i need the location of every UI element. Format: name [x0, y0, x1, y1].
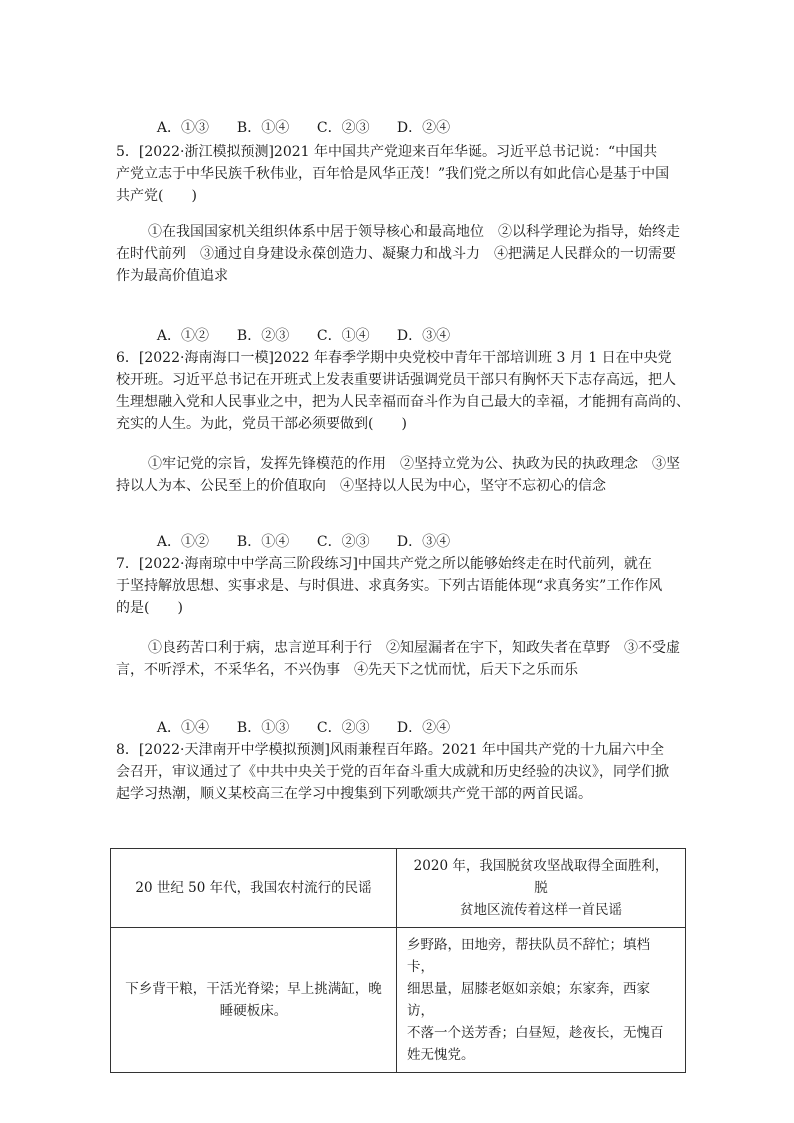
q5-option-b: B．②③: [236, 328, 290, 344]
q5-stem-line-2: 产党立志于中华民族千秋伟业，百年恰是风华正茂！”我们党之所以有如此信心是基于中国: [116, 166, 670, 182]
table-cell-2020-song: [397, 928, 686, 1073]
q6-option-c: C．②③: [316, 534, 370, 550]
q5-option-d: D．③④: [396, 328, 451, 344]
q6-stem-line-1: 6．[2022·海南海口一模]2022 年春季学期中央党校中青年干部培训班 3 月 1 日在中央党: [116, 350, 672, 366]
song-1950s-line-2: 睡硬板床。: [219, 1003, 288, 1019]
q4-option-c: C．②③: [316, 120, 370, 136]
q6-stem-line-3: 生理想融入党和人民事业之中，把为人民幸福而奋斗作为自己最大的幸福，才能拥有高尚的、: [116, 394, 690, 410]
q6-stem-line-4: 充实的人生。为此，党员干部必须要做到( ): [116, 416, 407, 432]
q4-option-a: A．①③: [156, 120, 210, 136]
table-header-left: 20 世纪 50 年代，我国农村流行的民谣: [111, 849, 397, 928]
q6-option-d: D．③④: [396, 534, 451, 550]
song-2020-line-3: 不落一个送芳香；白昼短，趁夜长，无愧百: [407, 1025, 664, 1041]
q5-statement-line-1: ①在我国国家机关组织体系中居于领导核心和最高地位 ②以科学理论为指导，始终走: [148, 224, 680, 240]
song-1950s-line-1: 下乡背干粮，干活光脊梁；早上挑满缸，晚: [125, 981, 382, 997]
q6-options: [148, 512, 477, 552]
q7-stem-line-3: 的是( ): [116, 600, 183, 616]
q7-option-d: D．②④: [396, 720, 451, 736]
q7-stem-line-2: 于坚持解放思想、实事求是、与时俱进、求真务实。下列古语能体现“求真务实”工作作风: [116, 578, 663, 594]
q5-stem-line-3: 共产党( ): [116, 188, 197, 204]
q6-stem-line-2: 校开班。习近平总书记在开班式上发表重要讲话强调党员干部只有胸怀天下志存高远，把人: [116, 372, 676, 388]
q7-statement-line-1: ①良药苦口利于病，忠言逆耳利于行 ②知屋漏者在宇下，知政失者在草野 ③不受虚: [148, 640, 680, 656]
q5-option-a: A．①②: [156, 328, 210, 344]
table-header-right-line-2: 贫地区流传着这样一首民谣: [460, 902, 622, 918]
q5-statement-line-2: 在时代前列 ③通过自身建设永葆创造力、凝聚力和战斗力 ④把满足人民群众的一切需要: [116, 246, 676, 262]
q5-stem-line-1: 5．[2022·浙江模拟预测]2021 年中国共产党迎来百年华诞。习近平总书记说：“中国共: [116, 144, 658, 160]
q7-option-a: A．①④: [156, 720, 210, 736]
q7-stem-line-1: 7．[2022·海南琼中中学高三阶段练习]中国共产党之所以能够始终走在时代前列，就在: [116, 556, 652, 572]
q5-option-c: C．①④: [316, 328, 370, 344]
q8-stem-line-1: 8．[2022·天津南开中学模拟预测]风雨兼程百年路。2021 年中国共产党的十九届六中全: [116, 742, 664, 758]
q4-option-b: B．①④: [236, 120, 290, 136]
q7-option-b: B．①③: [236, 720, 290, 736]
table-header-right-line-1: 2020 年，我国脱贫攻坚战取得全面胜利，脱: [413, 858, 669, 896]
song-2020-line-2: 细思量，屈膝老妪如亲娘；东家奔，西家访，: [407, 981, 650, 1019]
q7-option-c: C．②③: [316, 720, 370, 736]
q4-options: [148, 98, 477, 138]
table-cell-1950s-song: [111, 928, 397, 1073]
q7-statement-line-2: 言，不听浮术，不采华名，不兴伪事 ④先天下之忧而忧，后天下之乐而乐: [116, 662, 578, 678]
q8-stem-line-3: 起学习热潮，顺义某校高三在学习中搜集到下列歌颂共产党干部的两首民谣。: [116, 786, 592, 802]
q5-options: [148, 306, 477, 346]
table-header-row: [111, 849, 686, 928]
song-2020-line-1: 乡野路，田地旁，帮扶队员不辞忙；填档卡，: [407, 937, 650, 975]
q6-option-a: A．①②: [156, 534, 210, 550]
q8-stem-line-2: 会召开，审议通过了《中共中央关于党的百年奋斗重大成就和历史经验的决议》，同学们掀: [116, 764, 669, 780]
q6-option-b: B．①④: [236, 534, 290, 550]
table-body-row: [111, 928, 686, 1073]
q4-option-d: D．②④: [396, 120, 451, 136]
q6-statement-line-2: 持以人为本、公民至上的价值取向 ④坚持以人民为中心，坚守不忘初心的信念: [116, 478, 606, 494]
q7-options: [148, 698, 477, 738]
folk-songs-table: [110, 848, 686, 1073]
q5-statement-line-3: 作为最高价值追求: [116, 268, 228, 284]
q6-statement-line-1: ①牢记党的宗旨，发挥先锋模范的作用 ②坚持立党为公、执政为民的执政理念 ③坚: [148, 456, 680, 472]
song-2020-line-4: 姓无愧党。: [407, 1047, 475, 1063]
table-header-right: [397, 849, 686, 928]
